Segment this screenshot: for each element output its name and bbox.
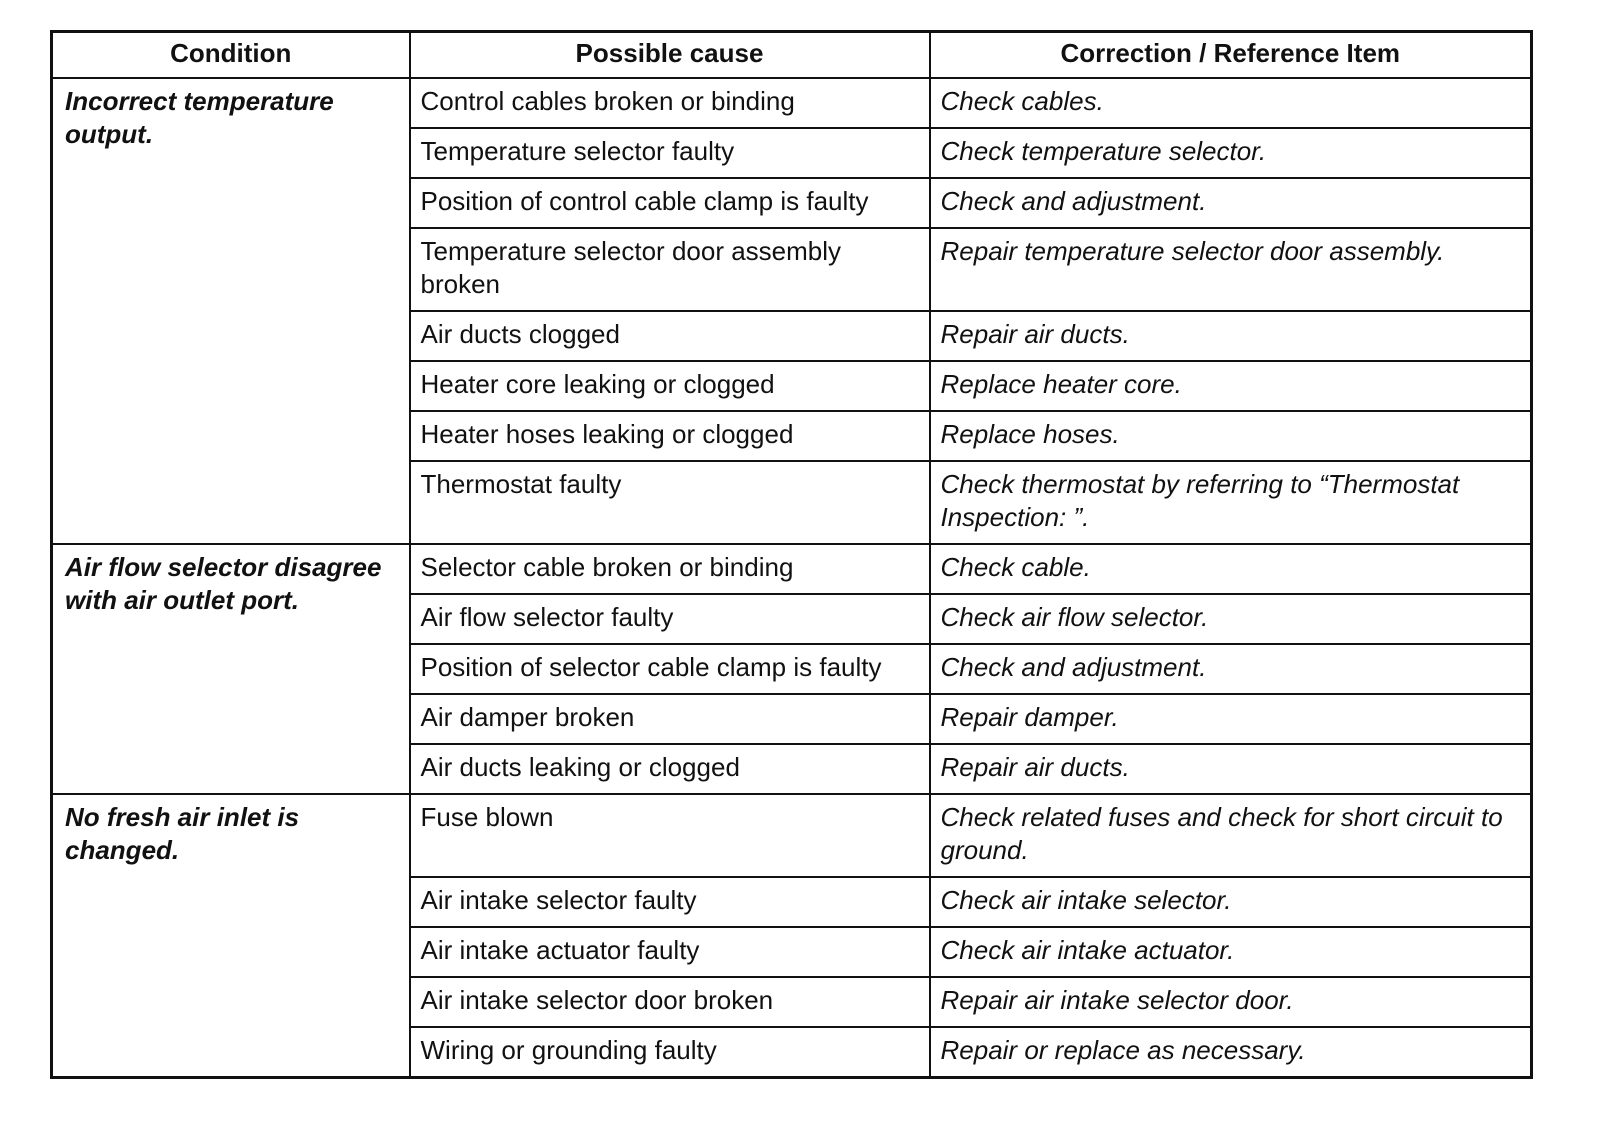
correction-cell: Check air flow selector. <box>930 594 1532 644</box>
header-correction: Correction / Reference Item <box>930 32 1532 79</box>
correction-cell: Replace heater core. <box>930 361 1532 411</box>
document-page <box>50 30 1530 1079</box>
correction-cell: Check cables. <box>930 78 1532 128</box>
condition-cell: Incorrect temperature output. <box>52 78 410 544</box>
troubleshooting-table <box>50 30 1533 1079</box>
cause-cell: Air damper broken <box>410 694 930 744</box>
condition-cell: No fresh air inlet is changed. <box>52 794 410 1078</box>
correction-cell: Check and adjustment. <box>930 178 1532 228</box>
correction-cell: Repair temperature selector door assembly. <box>930 228 1532 311</box>
cause-cell: Air intake actuator faulty <box>410 927 930 977</box>
header-condition: Condition <box>52 32 410 79</box>
correction-cell: Check cable. <box>930 544 1532 594</box>
cause-cell: Temperature selector faulty <box>410 128 930 178</box>
correction-cell: Check thermostat by referring to “Thermostat Inspection: ”. <box>930 461 1532 544</box>
cause-cell: Position of selector cable clamp is faulty <box>410 644 930 694</box>
correction-cell: Repair or replace as necessary. <box>930 1027 1532 1078</box>
cause-cell: Thermostat faulty <box>410 461 930 544</box>
header-row <box>52 32 1532 79</box>
header-possible-cause: Possible cause <box>410 32 930 79</box>
condition-cell: Air flow selector disagree with air outlet port. <box>52 544 410 794</box>
cause-cell: Fuse blown <box>410 794 930 877</box>
correction-cell: Check temperature selector. <box>930 128 1532 178</box>
cause-cell: Selector cable broken or binding <box>410 544 930 594</box>
cause-cell: Position of control cable clamp is faulty <box>410 178 930 228</box>
cause-cell: Control cables broken or binding <box>410 78 930 128</box>
correction-cell: Repair air ducts. <box>930 744 1532 794</box>
correction-cell: Check air intake actuator. <box>930 927 1532 977</box>
table-row <box>52 794 1532 877</box>
cause-cell: Air intake selector door broken <box>410 977 930 1027</box>
table-row <box>52 78 1532 128</box>
correction-cell: Repair air intake selector door. <box>930 977 1532 1027</box>
correction-cell: Repair damper. <box>930 694 1532 744</box>
table-row <box>52 544 1532 594</box>
cause-cell: Heater hoses leaking or clogged <box>410 411 930 461</box>
correction-cell: Check related fuses and check for short circuit to ground. <box>930 794 1532 877</box>
cause-cell: Heater core leaking or clogged <box>410 361 930 411</box>
correction-cell: Repair air ducts. <box>930 311 1532 361</box>
cause-cell: Temperature selector door assembly broken <box>410 228 930 311</box>
cause-cell: Air flow selector faulty <box>410 594 930 644</box>
cause-cell: Air ducts clogged <box>410 311 930 361</box>
correction-cell: Check air intake selector. <box>930 877 1532 927</box>
cause-cell: Wiring or grounding faulty <box>410 1027 930 1078</box>
correction-cell: Check and adjustment. <box>930 644 1532 694</box>
correction-cell: Replace hoses. <box>930 411 1532 461</box>
cause-cell: Air intake selector faulty <box>410 877 930 927</box>
cause-cell: Air ducts leaking or clogged <box>410 744 930 794</box>
